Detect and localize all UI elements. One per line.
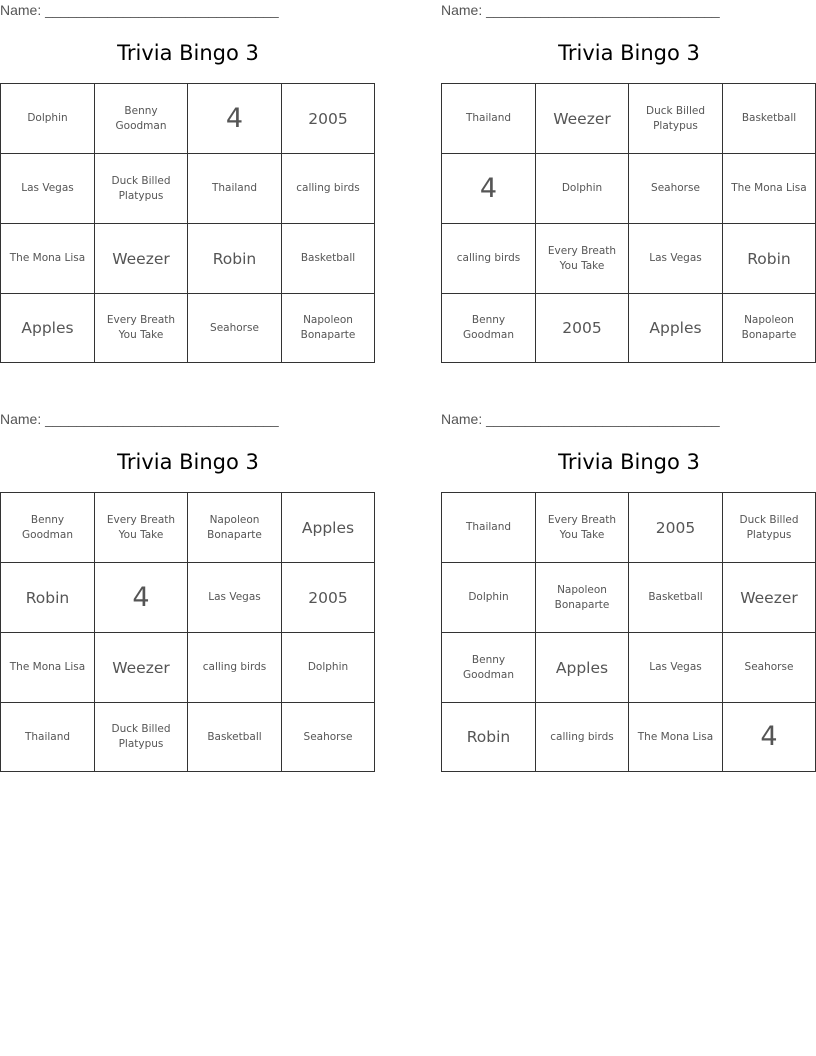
bingo-cell: 4 <box>723 703 816 772</box>
bingo-cell: The Mona Lisa <box>723 154 816 224</box>
bingo-cell: Benny Goodman <box>442 633 536 703</box>
bingo-cell: The Mona Lisa <box>1 224 95 294</box>
bingo-cell: Every Breath You Take <box>95 294 188 363</box>
bingo-cell: Las Vegas <box>629 224 723 294</box>
card-title: Trivia Bingo 3 <box>117 41 259 65</box>
name-field: Name: ______________________________ <box>441 2 720 18</box>
bingo-cell: Seahorse <box>629 154 723 224</box>
name-field: Name: ______________________________ <box>441 411 720 427</box>
bingo-cell: Every Breath You Take <box>536 224 629 294</box>
bingo-cell: 4 <box>188 84 282 154</box>
bingo-cell: Seahorse <box>282 703 375 772</box>
bingo-cell: Weezer <box>723 563 816 633</box>
bingo-cell: Basketball <box>282 224 375 294</box>
bingo-cell: Robin <box>442 703 536 772</box>
bingo-cell: calling birds <box>442 224 536 294</box>
bingo-cell: Robin <box>723 224 816 294</box>
name-field: Name: ______________________________ <box>0 411 279 427</box>
bingo-cell: 4 <box>442 154 536 224</box>
bingo-cell: The Mona Lisa <box>1 633 95 703</box>
bingo-cell: Weezer <box>536 84 629 154</box>
bingo-cell: Las Vegas <box>1 154 95 224</box>
bingo-cell: Dolphin <box>1 84 95 154</box>
bingo-cell: Seahorse <box>723 633 816 703</box>
bingo-cell: 2005 <box>629 493 723 563</box>
bingo-cell: Napoleon Bonaparte <box>282 294 375 363</box>
bingo-cell: Thailand <box>1 703 95 772</box>
bingo-cell: Thailand <box>442 493 536 563</box>
bingo-cell: Apples <box>629 294 723 363</box>
bingo-cell: Dolphin <box>442 563 536 633</box>
bingo-cell: Every Breath You Take <box>95 493 188 563</box>
bingo-cell: Weezer <box>95 633 188 703</box>
bingo-cell: Robin <box>188 224 282 294</box>
bingo-cell: Duck Billed Platypus <box>95 154 188 224</box>
bingo-grid <box>441 492 816 772</box>
bingo-cell: Dolphin <box>282 633 375 703</box>
bingo-cell: Weezer <box>95 224 188 294</box>
bingo-cell: 4 <box>95 563 188 633</box>
bingo-cell: The Mona Lisa <box>629 703 723 772</box>
bingo-cell: Dolphin <box>536 154 629 224</box>
bingo-cell: Napoleon Bonaparte <box>188 493 282 563</box>
card-title: Trivia Bingo 3 <box>558 41 700 65</box>
bingo-cell: 2005 <box>282 84 375 154</box>
bingo-cell: Seahorse <box>188 294 282 363</box>
bingo-grid <box>0 83 375 363</box>
bingo-grid <box>441 83 816 363</box>
bingo-cell: Basketball <box>629 563 723 633</box>
bingo-cell: Thailand <box>442 84 536 154</box>
card-title: Trivia Bingo 3 <box>558 450 700 474</box>
bingo-cell: calling birds <box>282 154 375 224</box>
bingo-cell: Napoleon Bonaparte <box>536 563 629 633</box>
bingo-cell: Benny Goodman <box>1 493 95 563</box>
name-field: Name: ______________________________ <box>0 2 279 18</box>
bingo-cell: 2005 <box>536 294 629 363</box>
bingo-cell: Duck Billed Platypus <box>723 493 816 563</box>
bingo-cell: Apples <box>282 493 375 563</box>
bingo-cell: Las Vegas <box>188 563 282 633</box>
bingo-cell: Robin <box>1 563 95 633</box>
bingo-cell: Basketball <box>188 703 282 772</box>
bingo-cell: Napoleon Bonaparte <box>723 294 816 363</box>
bingo-grid <box>0 492 375 772</box>
bingo-cell: Duck Billed Platypus <box>95 703 188 772</box>
bingo-cell: 2005 <box>282 563 375 633</box>
bingo-cell: Benny Goodman <box>95 84 188 154</box>
bingo-cell: calling birds <box>536 703 629 772</box>
bingo-cell: Benny Goodman <box>442 294 536 363</box>
bingo-cell: Every Breath You Take <box>536 493 629 563</box>
bingo-cell: Thailand <box>188 154 282 224</box>
bingo-cell: Apples <box>1 294 95 363</box>
bingo-cell: Duck Billed Platypus <box>629 84 723 154</box>
bingo-cell: Basketball <box>723 84 816 154</box>
card-title: Trivia Bingo 3 <box>117 450 259 474</box>
bingo-cell: calling birds <box>188 633 282 703</box>
bingo-cell: Apples <box>536 633 629 703</box>
bingo-cell: Las Vegas <box>629 633 723 703</box>
